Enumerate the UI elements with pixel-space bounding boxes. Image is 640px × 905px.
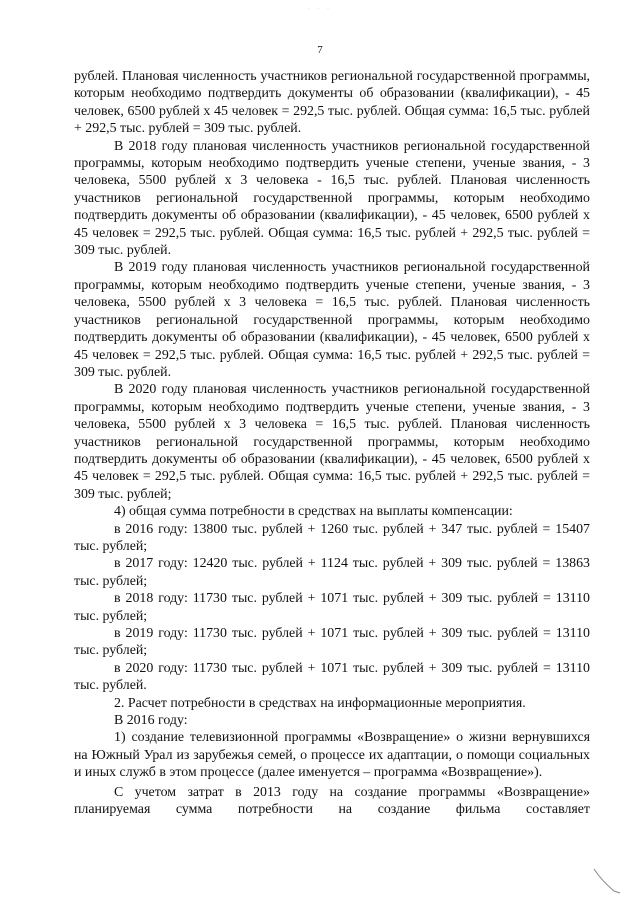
paragraph-total-2017: в 2017 году: 12420 тыс. рублей + 1124 тыс. рублей + 309 тыс. рублей = 13863 тыс. рублей;: [74, 556, 590, 589]
paragraph-2018: В 2018 году плановая численность участников региональной государственной программы, которым необходимо подтвердить ученые степени, ученые звания, - 3 человека, 5500 рублей х 3 человека - 16,5 тыс. рублей. Плановая численность участников региональной государственной программы, которым необходимо подтвердить документы об образовании (квалификации), - 45 человек, 6500 рублей х 45 человек = 292,5 тыс. рублей. Общая сумма: 16,5 тыс. рублей + 292,5 тыс. рублей = 309 тыс. рублей.: [74, 138, 590, 259]
paragraph-item-4-heading: 4) общая сумма потребности в средствах на выплаты компенсации:: [114, 504, 513, 520]
paragraph-total-2019: в 2019 году: 11730 тыс. рублей + 1071 тыс. рублей + 309 тыс. рублей = 13110 тыс. рублей;: [74, 626, 590, 659]
paragraph-total-2020: в 2020 году: 11730 тыс. рублей + 1071 тыс. рублей + 309 тыс. рублей = 13110 тыс. рублей.: [74, 660, 590, 694]
document-body: [74, 68, 590, 818]
page-number: 7: [317, 44, 323, 56]
paragraph-cost-estimate: С учетом затрат в 2013 году на создание программы «Возвращение» планируемая сумма потребности на создание фильма составляет: [74, 784, 590, 818]
paragraph-2017-continuation: рублей. Плановая численность участников региональной государственной программы, которым необходимо подтвердить документы об образовании (квалификации), - 45 человек, 6500 рублей х 45 человек = 292,5 тыс. рублей. Общая сумма: 16,5 тыс. рублей + 292,5 тыс. рублей = 309 тыс. рублей.: [74, 69, 590, 137]
pen-mark-icon: [592, 867, 622, 895]
paragraph-2019: В 2019 году плановая численность участников региональной государственной программы, которым необходимо подтвердить ученые степени, ученые звания, - 3 человека, 5500 рублей х 3 человека = 16,5 тыс. рублей. Плановая численность участников региональной государственной программы, которым необходимо подтвердить документы об образовании (квалификации), - 45 человек, 6500 рублей х 45 человек = 292,5 тыс. рублей. Общая сумма: 16,5 тыс. рублей + 292,5 тыс. рублей = 309 тыс. рублей.: [74, 260, 590, 380]
scan-artifact-dots: · · ·: [308, 6, 332, 12]
paragraph-total-2016: в 2016 году: 13800 тыс. рублей + 1260 тыс. рублей + 347 тыс. рублей = 15407 тыс. рублей;: [74, 521, 590, 554]
paragraph-year-2016: В 2016 году:: [114, 713, 188, 729]
paragraph-total-2018: в 2018 году: 11730 тыс. рублей + 1071 тыс. рублей + 309 тыс. рублей = 13110 тыс. рублей;: [74, 591, 590, 624]
paragraph-2020: В 2020 году плановая численность участников региональной государственной программы, которым необходимо подтвердить ученые степени, ученые звания, - 3 человека, 5500 рублей х 3 человека = 16,5 тыс. рублей. Плановая численность участников региональной государственной программы, которым необходимо подтвердить документы об образовании (квалификации), - 45 человек, 6500 рублей х 45 человек = 292,5 тыс. рублей. Общая сумма: 16,5 тыс. рублей + 292,5 тыс. рублей = 309 тыс. рублей;: [74, 382, 590, 502]
paragraph-item-1-tv-program: 1) создание телевизионной программы «Возвращение» о жизни вернувшихся на Южный Урал из зарубежья семей, о процессе их адаптации, о помощи социальных и иных служб в этом процессе (далее именуется – программа «Возвращение»).: [74, 730, 590, 781]
section-2-heading: 2. Расчет потребности в средствах на информационные мероприятия.: [114, 695, 526, 711]
